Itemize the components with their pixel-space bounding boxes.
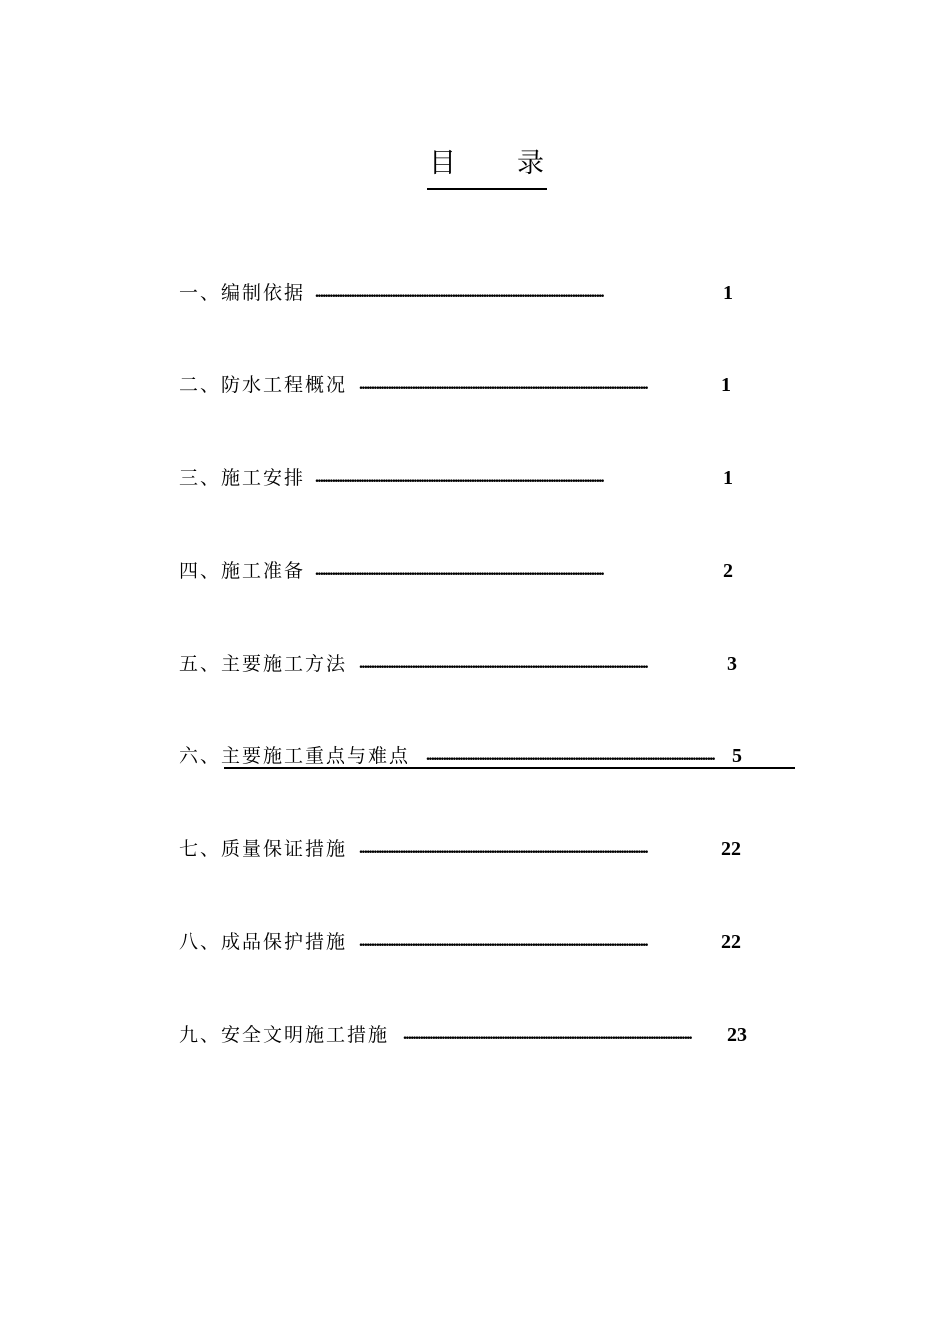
toc-entry-underline	[224, 767, 795, 769]
toc-entry-page: 23	[727, 1024, 748, 1046]
toc-entry[interactable]	[179, 280, 733, 306]
toc-entry-page: 3	[727, 653, 738, 675]
toc-leader-dots: ........................................................................................................................	[359, 840, 648, 857]
toc-leader-dots: ........................................................................................................................	[359, 655, 648, 672]
toc-leader-dots: ........................................................................................................................	[426, 747, 715, 764]
toc-entry-page: 1	[721, 374, 732, 396]
toc-entry[interactable]	[179, 836, 741, 862]
toc-entry-page: 22	[721, 931, 742, 953]
toc-entry-page: 2	[723, 560, 734, 582]
toc-entry-page: 1	[723, 282, 734, 304]
toc-title-char-2: 录	[517, 148, 544, 179]
toc-leader-dots: ........................................................................................................................	[359, 933, 648, 950]
toc-title-char-1: 目	[429, 148, 456, 179]
toc-leader-dots: ........................................................................................................................	[403, 1026, 692, 1043]
toc-leader-dots: ........................................................................................................................	[359, 376, 648, 393]
toc-entry-label: 七、质量保证措施	[179, 838, 348, 860]
toc-entry-label: 一、编制依据	[179, 282, 306, 304]
toc-entry-label: 四、施工准备	[179, 560, 306, 582]
toc-entry-page: 5	[732, 745, 743, 767]
toc-leader-dots: ........................................................................................................................	[315, 562, 604, 579]
toc-entry[interactable]	[179, 743, 742, 769]
toc-title	[427, 146, 547, 190]
toc-leader-dots: ........................................................................................................................	[315, 469, 604, 486]
toc-entry-label: 九、安全文明施工措施	[179, 1024, 390, 1046]
toc-entry[interactable]	[179, 372, 731, 398]
toc-entry-label: 八、成品保护措施	[179, 931, 348, 953]
toc-entry[interactable]	[179, 465, 733, 491]
toc-entry[interactable]	[179, 651, 737, 677]
toc-entry-label: 五、主要施工方法	[179, 653, 348, 675]
toc-entry[interactable]	[179, 558, 733, 584]
toc-entry-page: 1	[723, 467, 734, 489]
toc-entry-label: 二、防水工程概况	[179, 374, 348, 396]
toc-entry-page: 22	[721, 838, 742, 860]
toc-entry-label: 三、施工安排	[179, 467, 306, 489]
toc-entry[interactable]	[179, 929, 741, 955]
toc-entry-label: 六、主要施工重点与难点	[179, 745, 411, 767]
toc-leader-dots: ........................................................................................................................	[315, 284, 604, 301]
toc-entry[interactable]	[179, 1022, 747, 1048]
